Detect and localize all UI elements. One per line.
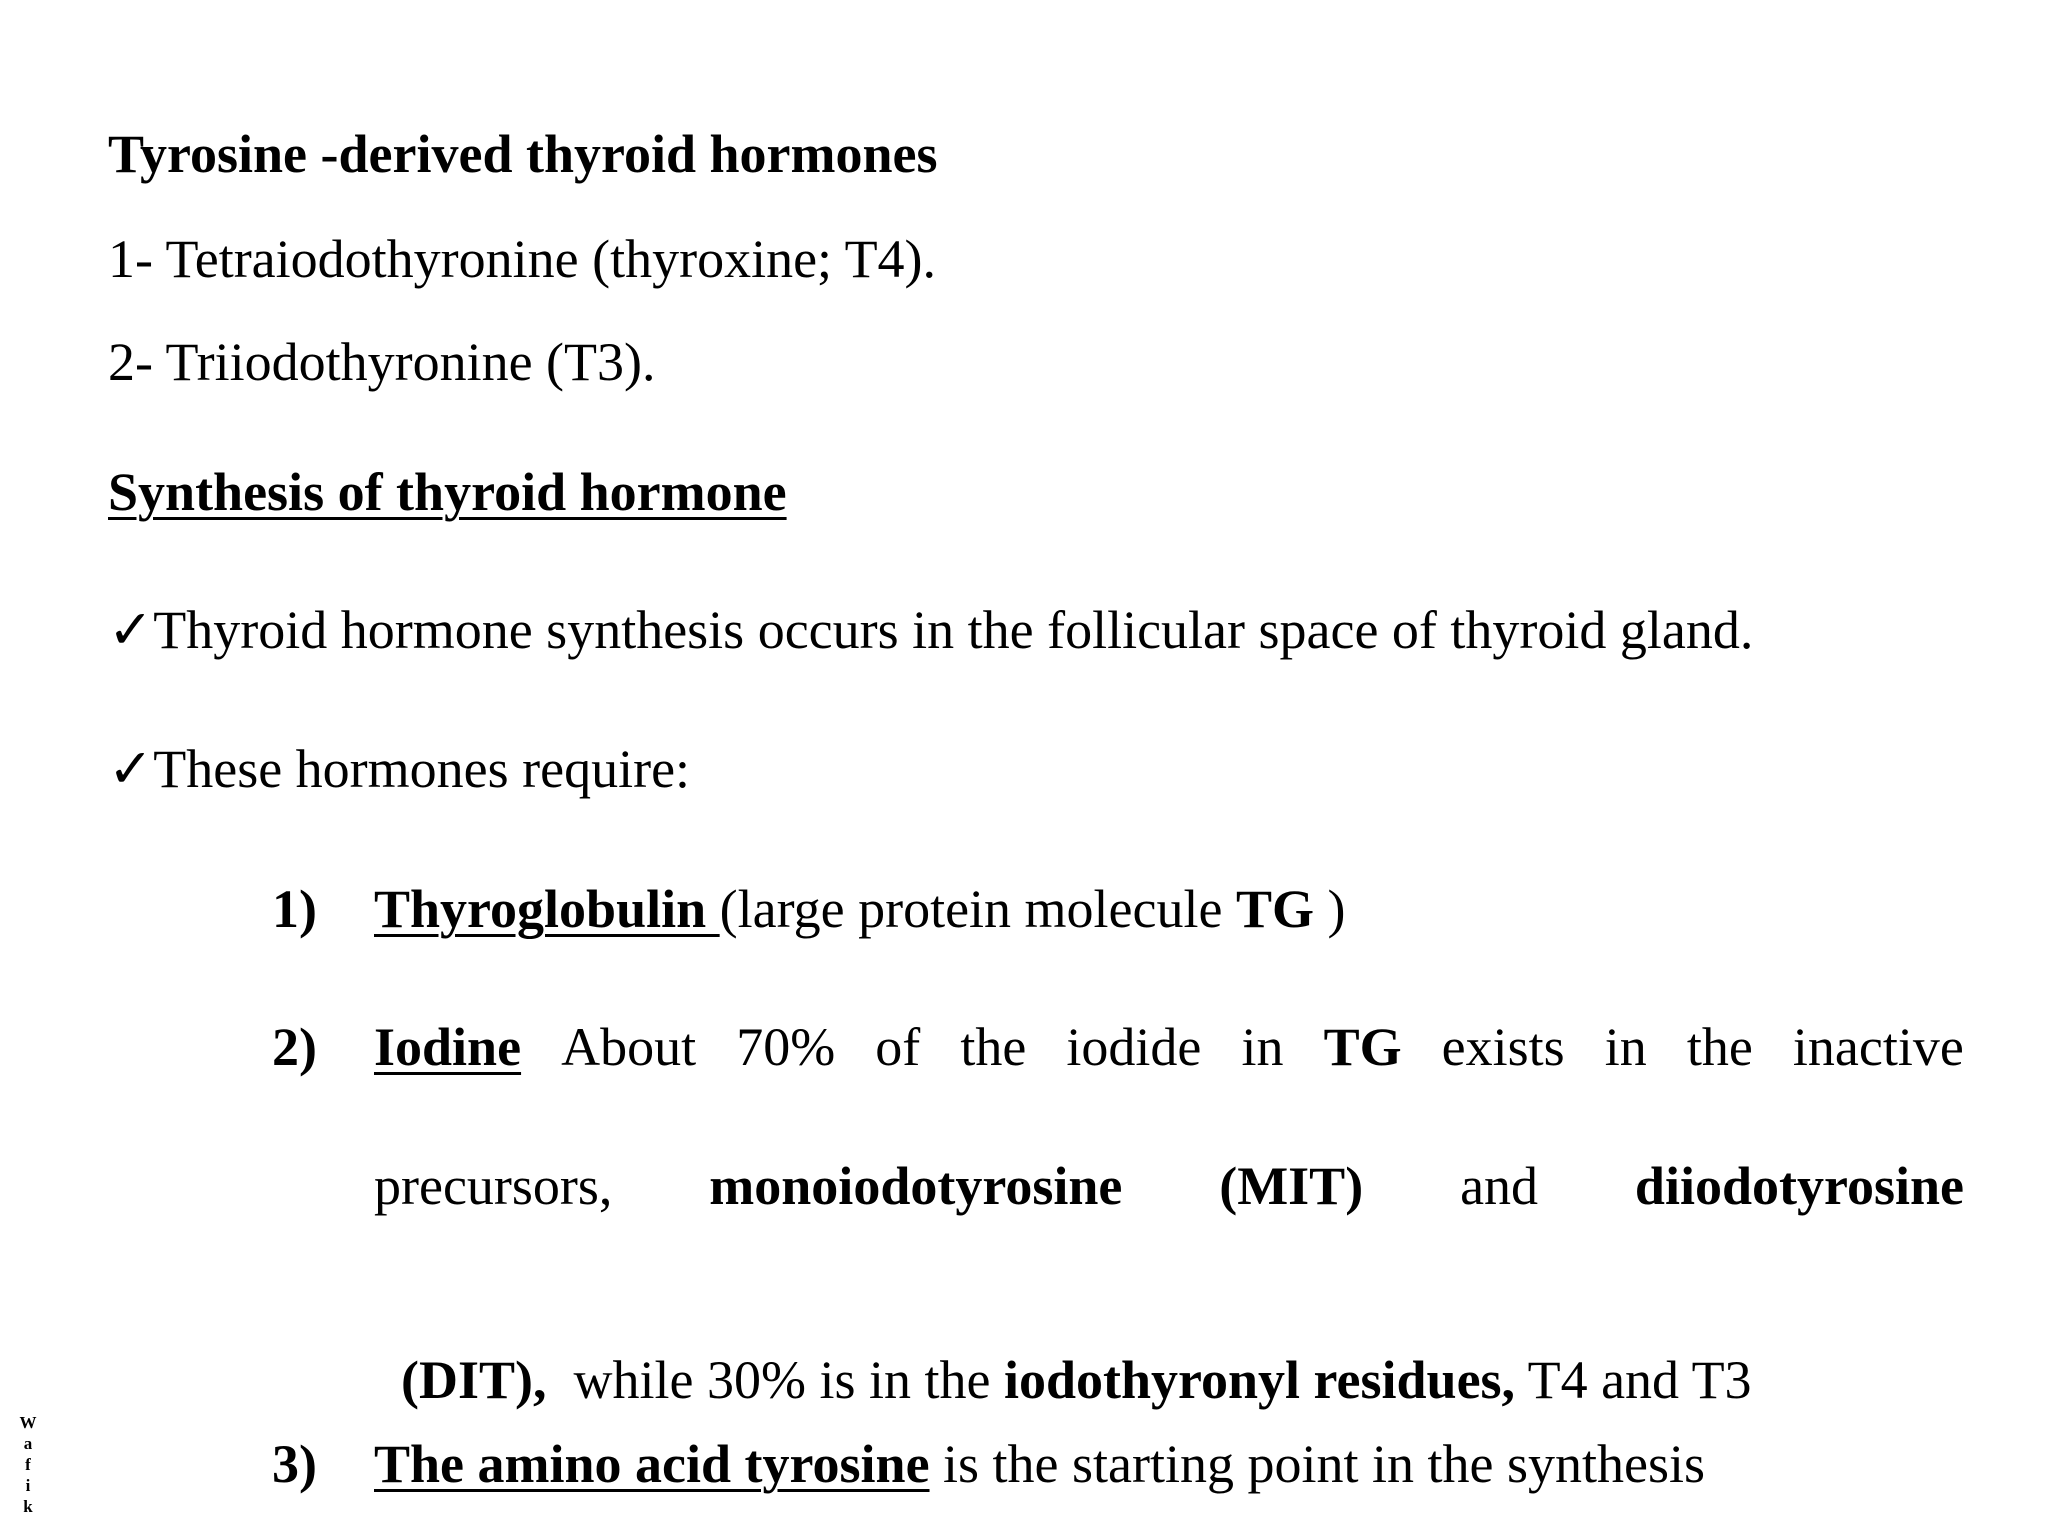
word: precursors,: [374, 1156, 613, 1216]
requirement-3-number: 3): [272, 1434, 317, 1494]
check-item-1-text: Thyroid hormone synthesis occurs in the follicular space of thyroid gland.: [153, 600, 1754, 660]
check-item-2: [108, 739, 691, 799]
word: exists: [1441, 1017, 1565, 1077]
requirement-1-term: Thyroglobulin: [374, 879, 720, 939]
sidebar-letter: a: [23, 1434, 33, 1453]
word: monoiodotyrosine: [709, 1156, 1123, 1216]
requirement-2-term: Iodine: [374, 1017, 522, 1077]
check-item-1: [108, 600, 1754, 660]
sidebar-letter: f: [25, 1455, 31, 1474]
requirement-3-term: The amino acid tyrosine: [374, 1434, 930, 1494]
sidebar-letter: k: [23, 1497, 33, 1516]
word: About: [561, 1017, 697, 1077]
requirement-3: [374, 1434, 1705, 1494]
word: the: [960, 1017, 1027, 1077]
requirement-1: [374, 879, 1346, 939]
checkmark-icon: ✓: [108, 739, 154, 799]
word: in: [1604, 1017, 1647, 1077]
requirement-2-line-2: [374, 1156, 1964, 1216]
hormone-item-1: 1- Tetraiodothyronine (thyroxine; T4).: [108, 229, 937, 289]
requirement-1-text-a: (large protein molecule: [719, 879, 1236, 939]
requirement-1-text-b: ): [1313, 879, 1346, 939]
hormone-item-2: 2- Triiodothyronine (T3).: [108, 332, 656, 392]
page-title: Tyrosine -derived thyroid hormones: [108, 124, 938, 184]
word: the: [1686, 1017, 1753, 1077]
requirement-2-line-3: [374, 1299, 1752, 1410]
checkmark-icon: ✓: [108, 600, 154, 660]
requirement-2-line-1: [374, 1017, 1964, 1077]
word: in: [1241, 1017, 1284, 1077]
requirement-3-text: is the starting point in the synthesis: [929, 1434, 1705, 1494]
requirement-1-number: 1): [272, 879, 317, 939]
sidebar-letter: i: [25, 1476, 31, 1495]
word: and: [1460, 1156, 1539, 1216]
line-3-text-a: while 30% is in the: [546, 1350, 1004, 1410]
word: of: [875, 1017, 921, 1077]
side-author-label: [16, 1412, 40, 1517]
dit-label: (DIT),: [401, 1350, 547, 1410]
word: inactive: [1792, 1017, 1964, 1077]
requirement-2-number: 2): [272, 1017, 317, 1077]
word: (MIT): [1219, 1156, 1364, 1216]
requirement-1-bold: TG: [1235, 879, 1314, 939]
line-3-text-b: T4 and T3: [1515, 1350, 1752, 1410]
word: diiodotyrosine: [1634, 1156, 1964, 1216]
synthesis-heading: Synthesis of thyroid hormone: [108, 462, 787, 522]
iodothyronyl-label: iodothyronyl residues,: [1003, 1350, 1516, 1410]
sidebar-letter: W: [19, 1413, 37, 1432]
word: iodide: [1066, 1017, 1202, 1077]
check-item-2-text: These hormones require:: [153, 739, 691, 799]
word: TG: [1323, 1017, 1402, 1077]
word: 70%: [736, 1017, 836, 1077]
